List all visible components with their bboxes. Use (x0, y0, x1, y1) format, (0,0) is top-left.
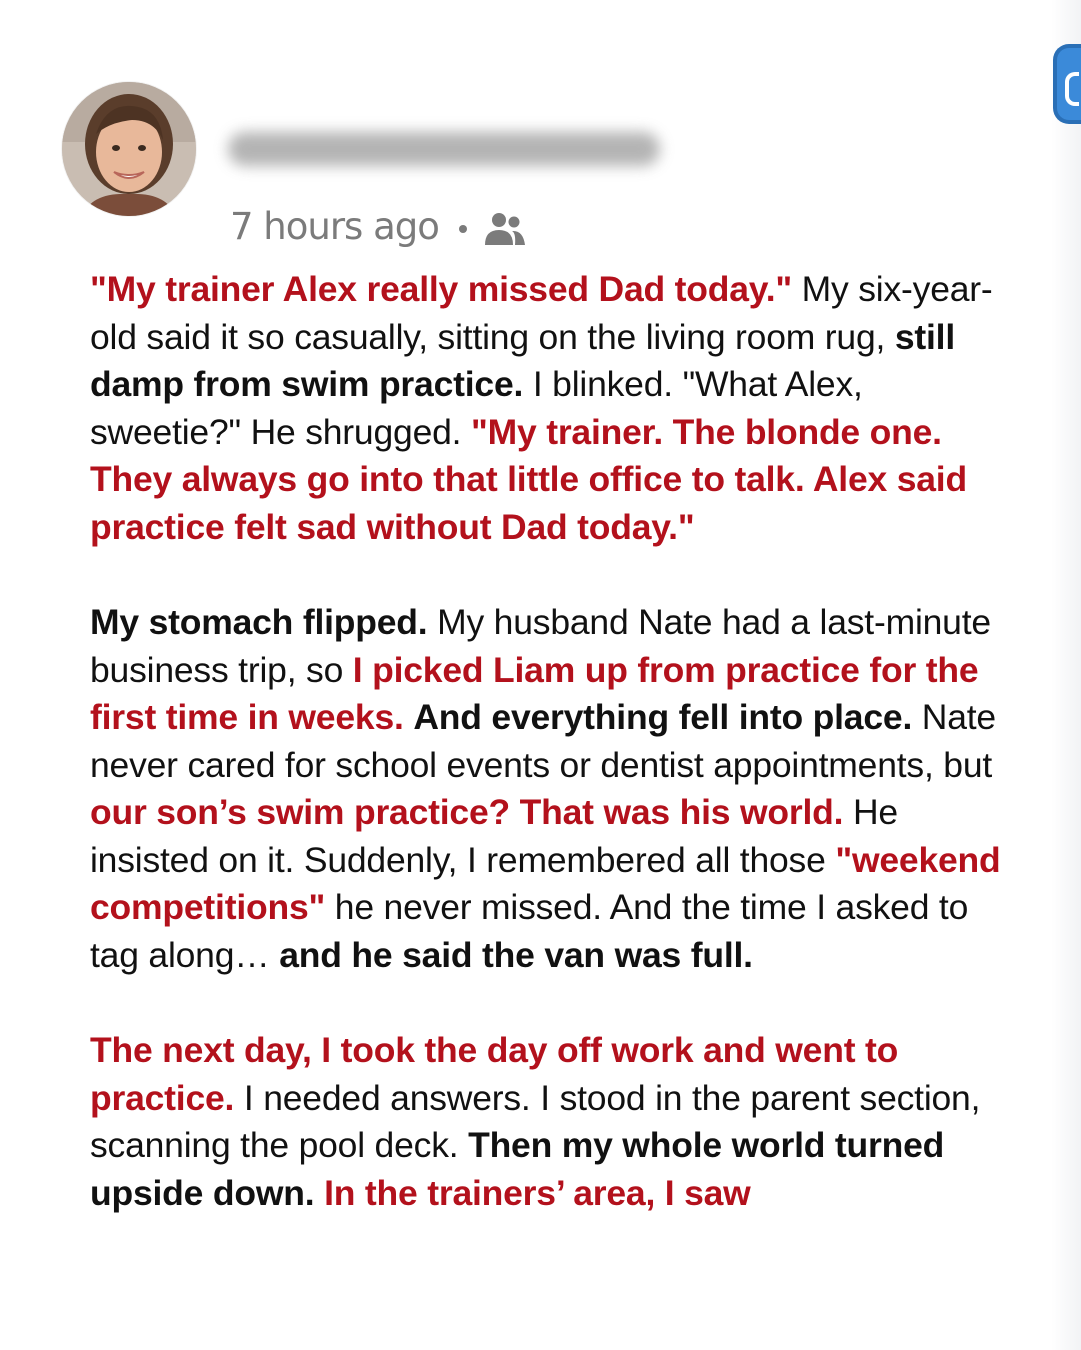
highlight-text: our son’s swim practice? That was his world. (90, 792, 844, 832)
body-text: He insisted on it. Suddenly, I remembered all those (90, 792, 898, 880)
post-timestamp[interactable]: 7 hours ago (230, 204, 439, 248)
separator-dot (459, 225, 467, 233)
highlight-text: "weekend competitions" (90, 839, 1001, 927)
body-text (404, 697, 414, 737)
body-text (314, 1173, 324, 1213)
body-text: My husband Nate had a last-minute business trip, so (90, 602, 991, 690)
highlight-text: "My trainer Alex really missed Dad today." (90, 269, 792, 309)
body-text: I needed answers. I stood in the parent section, scanning the pool deck. (90, 1077, 981, 1165)
username-redacted[interactable] (228, 132, 660, 166)
bold-text: and he said the van was full. (279, 934, 753, 975)
post-paragraph (90, 1027, 1020, 1217)
body-text: I blinked. "What Alex, sweetie?" He shrugged. (90, 364, 863, 452)
highlight-text: I picked Liam up from practice for the first time in weeks. (90, 649, 979, 737)
post-paragraph (90, 266, 1020, 551)
app-badge-icon[interactable] (1053, 44, 1081, 124)
post-body (90, 266, 1020, 1265)
body-text: he never missed. And the time I asked to tag along… (90, 887, 969, 975)
page-edge (1051, 0, 1081, 1350)
post-header (60, 80, 1020, 250)
post-meta (230, 204, 527, 248)
post-paragraph (90, 599, 1020, 979)
highlight-text: In the trainers’ area, I saw (324, 1172, 751, 1213)
profile-photo-icon (62, 82, 196, 216)
highlight-text: The next day, I took the day off work and went to practice. (90, 1030, 899, 1118)
body-text: My six-year-old said it so casually, sitting on the living room rug, (90, 269, 993, 357)
highlight-text: "My trainer. The blonde one. They always go into that little office to talk. Alex said practice felt sad without Dad today." (90, 411, 967, 547)
bold-text: And everything fell into place. (413, 697, 913, 737)
avatar[interactable] (62, 82, 196, 216)
friends-icon[interactable] (481, 211, 527, 247)
body-text: Nate never cared for school events or dentist appointments, but (90, 697, 996, 785)
bold-text: Then my whole world turned upside down. (90, 1125, 945, 1213)
bold-text: still damp from swim practice. (90, 316, 955, 404)
bold-text: My stomach flipped. (90, 602, 428, 642)
